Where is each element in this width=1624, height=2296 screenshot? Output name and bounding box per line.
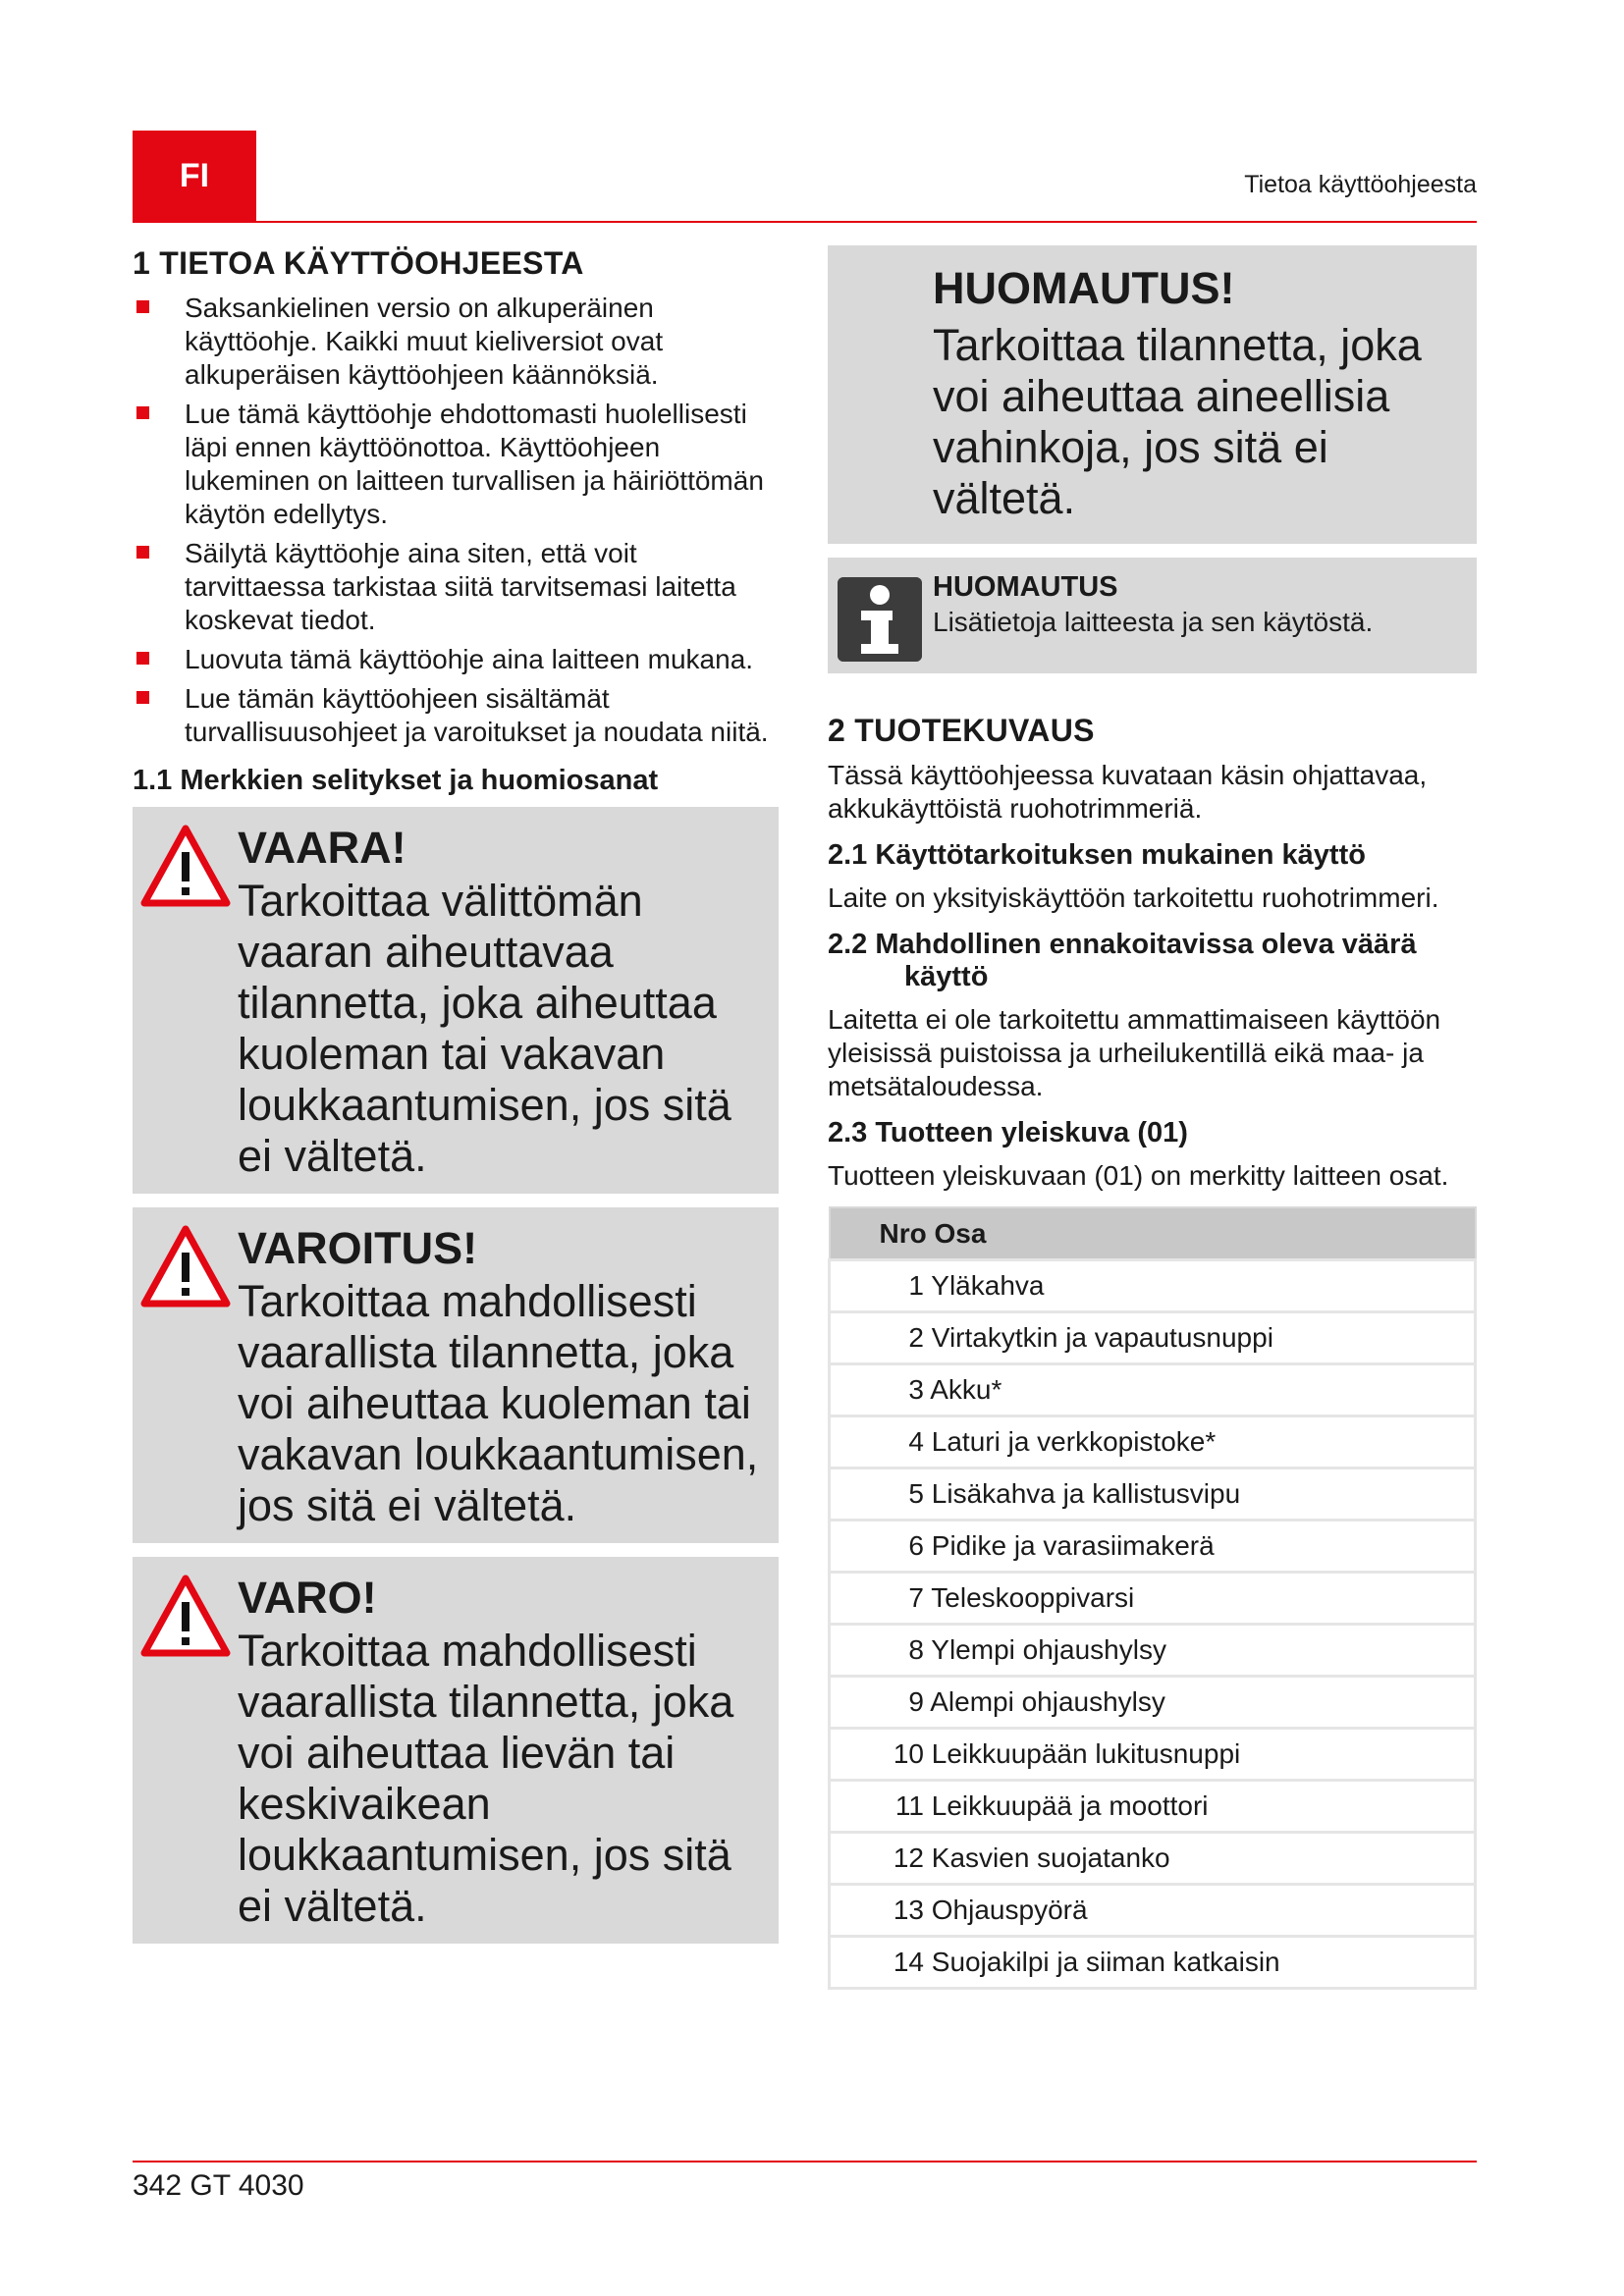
part-name: Leikkuupään lukitusnuppi bbox=[931, 1738, 1241, 1769]
part-name: Yläkahva bbox=[931, 1270, 1045, 1301]
part-name: Teleskooppivarsi bbox=[931, 1582, 1135, 1613]
part-number: 2 bbox=[908, 1322, 924, 1353]
part-name: Laturi ja verkkopistoke* bbox=[931, 1426, 1217, 1457]
table-header-row bbox=[830, 1207, 1476, 1260]
bullet-square-icon bbox=[136, 300, 149, 313]
part-number: 6 bbox=[908, 1530, 924, 1561]
table-row bbox=[830, 1625, 1476, 1677]
section-1-title: 1 TIETOA KÄYTTÖOHJEESTA bbox=[133, 245, 584, 281]
table-row bbox=[830, 1521, 1476, 1573]
warning-triangle-icon bbox=[140, 1575, 231, 1657]
table-row bbox=[830, 1416, 1476, 1468]
table-header: Nro Osa bbox=[830, 1207, 1476, 1260]
info-title: HUOMAUTUS bbox=[933, 571, 1118, 603]
bullet-square-icon bbox=[136, 406, 149, 419]
language-tab: FI bbox=[133, 131, 256, 221]
table-cell bbox=[830, 1573, 1476, 1625]
table-cell bbox=[830, 1625, 1476, 1677]
table-cell bbox=[830, 1729, 1476, 1781]
part-number: 4 bbox=[908, 1426, 924, 1457]
bullet-list bbox=[133, 292, 779, 749]
danger-title: VAARA! bbox=[238, 823, 406, 873]
table-row bbox=[830, 1573, 1476, 1625]
subsection-2-2-title: 2.2 Mahdollinen ennakoitavissa oleva väärä käyttö bbox=[828, 929, 1417, 992]
part-number: 13 bbox=[893, 1895, 924, 1925]
part-number: 5 bbox=[908, 1478, 924, 1509]
subsection-2-3-title: 2.3 Tuotteen yleiskuva (01) bbox=[828, 1117, 1188, 1148]
section-2-title: 2 TUOTEKUVAUS bbox=[828, 713, 1095, 748]
part-name: Kasvien suojatanko bbox=[931, 1842, 1170, 1873]
warning-box bbox=[133, 1207, 779, 1543]
part-name: Akku* bbox=[930, 1374, 1002, 1405]
list-item: Luovuta tämä käyttöohje aina laitteen mukana. bbox=[133, 643, 779, 676]
table-cell bbox=[830, 1364, 1476, 1416]
part-name: Alempi ohjaushylsy bbox=[930, 1686, 1165, 1717]
caution-box bbox=[133, 1557, 779, 1944]
warning-title: VAROITUS! bbox=[238, 1223, 478, 1273]
notice-box bbox=[828, 245, 1477, 544]
table-row bbox=[830, 1312, 1476, 1364]
part-number: 1 bbox=[908, 1270, 924, 1301]
danger-text: Tarkoittaa välittömän vaaran aiheuttavaa tilannetta, joka aiheuttaa kuoleman tai vakavan loukkaantumisen, jos sitä ei vältetä. bbox=[238, 876, 731, 1181]
table-cell bbox=[830, 1937, 1476, 1989]
running-header: Tietoa käyttöohjeesta bbox=[1244, 171, 1477, 198]
table-cell bbox=[830, 1260, 1476, 1312]
table-cell bbox=[830, 1885, 1476, 1937]
table-row bbox=[830, 1729, 1476, 1781]
notice-title: HUOMAUTUS! bbox=[933, 263, 1235, 313]
table-row bbox=[830, 1781, 1476, 1833]
table-cell bbox=[830, 1833, 1476, 1885]
bullet-square-icon bbox=[136, 652, 149, 665]
table-row bbox=[830, 1364, 1476, 1416]
bullet-square-icon bbox=[136, 546, 149, 559]
part-name: Leikkuupää ja moottori bbox=[931, 1790, 1209, 1821]
part-number: 7 bbox=[908, 1582, 924, 1613]
table-row bbox=[830, 1677, 1476, 1729]
caution-text: Tarkoittaa mahdollisesti vaarallista tilannetta, joka voi aiheuttaa lievän tai keskivaikean loukkaantumisen, jos sitä ei vältetä. bbox=[238, 1626, 734, 1931]
part-name: Lisäkahva ja kallistusvipu bbox=[931, 1478, 1241, 1509]
part-number: 8 bbox=[908, 1634, 924, 1665]
left-column bbox=[133, 245, 779, 1957]
list-item: Saksankielinen versio on alkuperäinen käyttöohje. Kaikki muut kieliversiot ovat alkuperäisen käyttöohjeen käännöksiä. bbox=[133, 292, 779, 392]
part-number: 9 bbox=[908, 1686, 924, 1717]
info-icon bbox=[838, 577, 922, 662]
part-number: 14 bbox=[893, 1947, 924, 1977]
danger-box bbox=[133, 807, 779, 1194]
info-box bbox=[828, 558, 1477, 673]
parts-table bbox=[828, 1206, 1477, 1990]
part-name: Ohjauspyörä bbox=[931, 1895, 1088, 1925]
subsection-1-1-title: 1.1 Merkkien selitykset ja huomiosanat bbox=[133, 765, 659, 796]
bullet-square-icon bbox=[136, 691, 149, 704]
table-cell bbox=[830, 1677, 1476, 1729]
table-cell bbox=[830, 1521, 1476, 1573]
table-cell bbox=[830, 1312, 1476, 1364]
page-footer: 342 GT 4030 bbox=[133, 2169, 304, 2202]
part-number: 11 bbox=[894, 1790, 924, 1821]
part-name: Pidike ja varasiimakerä bbox=[931, 1530, 1215, 1561]
part-name: Ylempi ohjaushylsy bbox=[931, 1634, 1166, 1665]
table-row bbox=[830, 1937, 1476, 1989]
table-cell bbox=[830, 1416, 1476, 1468]
warning-triangle-icon bbox=[140, 825, 231, 907]
table-row bbox=[830, 1260, 1476, 1312]
notice-text: Tarkoittaa tilannetta, joka voi aiheuttaa aineellisia vahinkoja, jos sitä ei vältetä. bbox=[933, 320, 1422, 523]
right-column bbox=[828, 245, 1477, 1990]
list-item: Lue tämä käyttöohje ehdottomasti huolellisesti läpi ennen käyttöönottoa. Käyttöohjeen lukeminen on laitteen turvallisen ja häiriöttömän käytön edellytys. bbox=[133, 398, 779, 531]
table-cell bbox=[830, 1468, 1476, 1521]
footer-divider bbox=[133, 2161, 1477, 2163]
list-item: Säilytä käyttöohje aina siten, että voit tarvittaessa tarkistaa siitä tarvitsemasi laitetta koskevat tiedot. bbox=[133, 537, 779, 637]
table-cell bbox=[830, 1781, 1476, 1833]
part-name: Suojakilpi ja siiman katkaisin bbox=[931, 1947, 1280, 1977]
list-item: Lue tämän käyttöohjeen sisältämät turvallisuusohjeet ja varoitukset ja noudata niitä. bbox=[133, 682, 779, 749]
subsection-2-1-text: Laite on yksityiskäyttöön tarkoitettu ruohotrimmeri. bbox=[828, 882, 1439, 913]
table-row bbox=[830, 1468, 1476, 1521]
caution-title: VARO! bbox=[238, 1573, 377, 1623]
info-text: Lisätietoja laitteesta ja sen käytöstä. bbox=[933, 607, 1374, 637]
header-divider bbox=[133, 221, 1477, 223]
subsection-2-2-text: Laitetta ei ole tarkoitettu ammattimaiseen käyttöön yleisissä puistoissa ja urheilukentillä eikä maa- ja metsätaloudessa. bbox=[828, 1004, 1441, 1101]
subsection-2-3-text: Tuotteen yleiskuvaan (01) on merkitty laitteen osat. bbox=[828, 1160, 1449, 1191]
warning-triangle-icon bbox=[140, 1225, 231, 1308]
part-name: Virtakytkin ja vapautusnuppi bbox=[931, 1322, 1273, 1353]
section-2-text: Tässä käyttöohjeessa kuvataan käsin ohjattavaa, akkukäyttöistä ruohotrimmeriä. bbox=[828, 760, 1428, 824]
table-row bbox=[830, 1885, 1476, 1937]
part-number: 12 bbox=[893, 1842, 924, 1873]
subsection-2-1-title: 2.1 Käyttötarkoituksen mukainen käyttö bbox=[828, 839, 1366, 871]
table-row bbox=[830, 1833, 1476, 1885]
warning-text: Tarkoittaa mahdollisesti vaarallista tilannetta, joka voi aiheuttaa kuoleman tai vakavan loukkaantumisen, jos sitä ei vältetä. bbox=[238, 1276, 759, 1530]
part-number: 3 bbox=[908, 1374, 924, 1405]
part-number: 10 bbox=[893, 1738, 924, 1769]
